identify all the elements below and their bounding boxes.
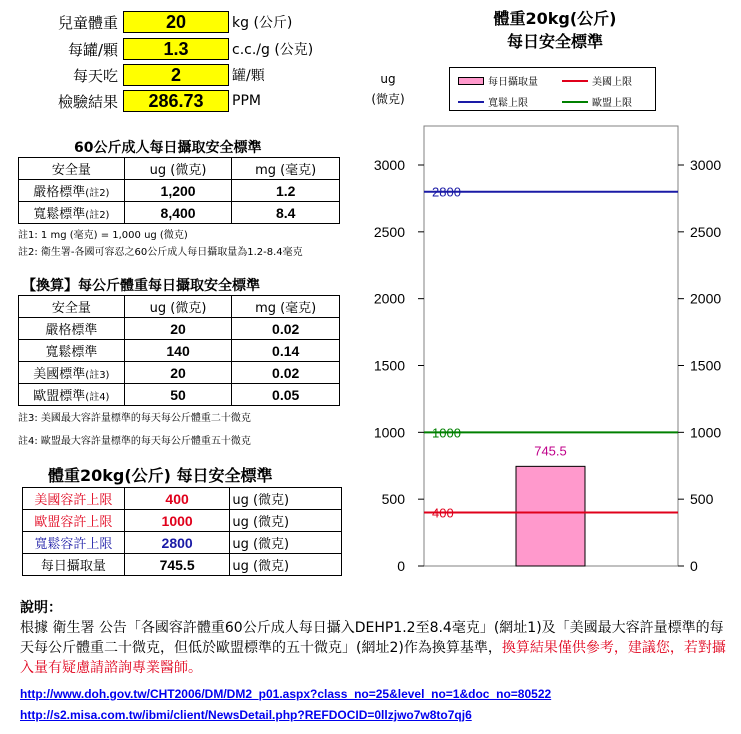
input-unit: kg (公斤) — [232, 15, 293, 31]
legend-label-eu: 歐盟上限 — [592, 98, 632, 109]
limit-value: 2800 — [124, 532, 230, 554]
explanation-warning: 換算結果僅供參考，建議您，若對攝入量有疑慮請諮詢專業醫師。 — [20, 640, 726, 676]
limit-label: 寬鬆容許上限 — [23, 532, 125, 554]
source-link-1[interactable]: http://www.doh.gov.tw/CHT2006/DM/DM2_p01.aspx?class_no=25&level_no=1&doc_no=80522 — [20, 687, 552, 701]
mg-value: 0.14 — [232, 340, 340, 362]
limit-value: 745.5 — [124, 554, 230, 576]
row-label-note: (註2) — [85, 210, 110, 221]
column-header: 安全量 — [19, 158, 125, 180]
row-label-note: (註2) — [85, 188, 110, 199]
row-label-text: 寬鬆標準 — [33, 207, 86, 222]
limit-unit: ug (微克) — [230, 510, 342, 532]
mg-value: 0.02 — [232, 318, 340, 340]
note-2: 註2: 衛生署-各國可容忍之60公斤成人每日攝取量為1.2-8.4毫克 — [18, 247, 303, 258]
input-label: 檢驗結果 — [57, 92, 118, 111]
note-4: 註4: 歐盟最大容許量標準的每天每公斤體重五十微克 — [18, 436, 251, 447]
input-label: 兒童體重 — [57, 13, 118, 32]
input-value[interactable]: 1.3 — [123, 38, 229, 60]
bar-daily-intake — [516, 466, 585, 566]
source-link-2[interactable]: http://s2.misa.com.tw/ibmi/client/NewsDetail.php?REFDOCID=0llzjwo7w8to7qj6 — [20, 708, 472, 722]
chart-subtitle: 每日安全標準 — [506, 32, 603, 51]
chart-title: 體重20kg(公斤) — [493, 9, 617, 28]
explanation-body: 根據 衛生署 公告「各國容許體重60公斤成人每日攝入DEHP1.2至8.4毫克」(網址1)及「美國最大容許量標準的每天每公斤體重二十微克，但低於歐盟標準的五十微克」(網址2)作為換算基準， — [20, 620, 724, 656]
column-header: mg (毫克) — [232, 296, 340, 318]
limit-unit: ug (微克) — [230, 488, 342, 510]
reference-line-label: 2800 — [432, 184, 461, 200]
row-label-text: 嚴格標準 — [33, 185, 86, 200]
ug-value: 8,400 — [124, 202, 232, 224]
legend-label-loose: 寬鬆上限 — [488, 98, 528, 109]
input-value[interactable]: 2 — [123, 64, 229, 86]
limit-unit: ug (微克) — [230, 554, 342, 576]
row-label-text: 歐盟標準 — [33, 389, 86, 404]
row-label-text: 寬鬆標準 — [45, 345, 98, 360]
limit-label: 美國容許上限 — [23, 488, 125, 510]
limit-label: 歐盟容許上限 — [23, 510, 125, 532]
input-label: 每天吃 — [72, 66, 118, 85]
input-unit: c.c./g (公克) — [232, 42, 314, 58]
y-tick-label-right: 1500 — [690, 357, 722, 374]
ug-value: 20 — [124, 362, 232, 384]
input-unit: PPM — [232, 93, 261, 109]
note-1: 註1: 1 mg (毫克) = 1,000 ug (微克) — [18, 230, 188, 241]
y-tick-label-left: 1000 — [373, 424, 405, 441]
child-table-title: 體重20kg(公斤) 每日安全標準 — [48, 466, 273, 485]
ug-value: 50 — [124, 384, 232, 406]
y-axis-unit-sub: (微克) — [371, 92, 405, 106]
input-label: 每罐/顆 — [67, 40, 118, 59]
reference-line-label: 1000 — [432, 425, 461, 441]
y-tick-label-right: 2500 — [690, 223, 722, 240]
y-tick-label-right: 1000 — [690, 424, 722, 441]
y-tick-label-right: 2000 — [690, 290, 722, 307]
column-header: ug (微克) — [124, 296, 232, 318]
limit-value: 400 — [124, 488, 230, 510]
mg-value: 0.02 — [232, 362, 340, 384]
legend-label-intake: 每日攝取量 — [488, 77, 538, 88]
column-header: mg (毫克) — [232, 158, 340, 180]
row-label-text: 美國標準 — [33, 367, 86, 382]
ug-value: 20 — [124, 318, 232, 340]
y-tick-label-left: 2500 — [373, 223, 405, 240]
explanation-heading: 說明： — [20, 600, 62, 616]
y-tick-label-left: 2000 — [373, 290, 405, 307]
ug-value: 1,200 — [124, 180, 232, 202]
mg-value: 8.4 — [232, 202, 340, 224]
mg-value: 0.05 — [232, 384, 340, 406]
y-tick-label-left: 500 — [381, 491, 405, 508]
adult-table-title: 60公斤成人每日攝取安全標準 — [74, 140, 262, 156]
y-axis-unit: ug — [380, 72, 396, 86]
limit-label: 每日攝取量 — [23, 554, 125, 576]
limit-unit: ug (微克) — [230, 532, 342, 554]
column-header: 安全量 — [19, 296, 125, 318]
explanation-text — [20, 618, 732, 678]
perkg-table-title: 【換算】每公斤體重每日攝取安全標準 — [22, 278, 260, 294]
input-unit: 罐/顆 — [232, 68, 265, 84]
row-label-note: (註4) — [85, 392, 110, 403]
input-value[interactable]: 20 — [123, 11, 229, 33]
mg-value: 1.2 — [232, 180, 340, 202]
row-label-text: 嚴格標準 — [45, 323, 98, 338]
y-tick-label-right: 0 — [690, 558, 698, 574]
y-tick-label-left: 3000 — [373, 157, 405, 173]
column-header: ug (微克) — [124, 158, 232, 180]
note-3: 註3: 美國最大容許量標準的每天每公斤體重二十微克 — [18, 413, 251, 424]
row-label-note: (註3) — [85, 370, 110, 381]
input-value[interactable]: 286.73 — [123, 90, 229, 112]
y-tick-label-right: 3000 — [690, 157, 722, 173]
y-tick-label-left: 1500 — [373, 357, 405, 374]
limit-value: 1000 — [124, 510, 230, 532]
y-tick-label-left: 0 — [397, 558, 405, 574]
bar-data-label: 745.5 — [534, 443, 567, 459]
y-tick-label-right: 500 — [690, 491, 714, 508]
legend-label-us: 美國上限 — [592, 77, 632, 88]
ug-value: 140 — [124, 340, 232, 362]
reference-line-label: 400 — [432, 505, 454, 521]
